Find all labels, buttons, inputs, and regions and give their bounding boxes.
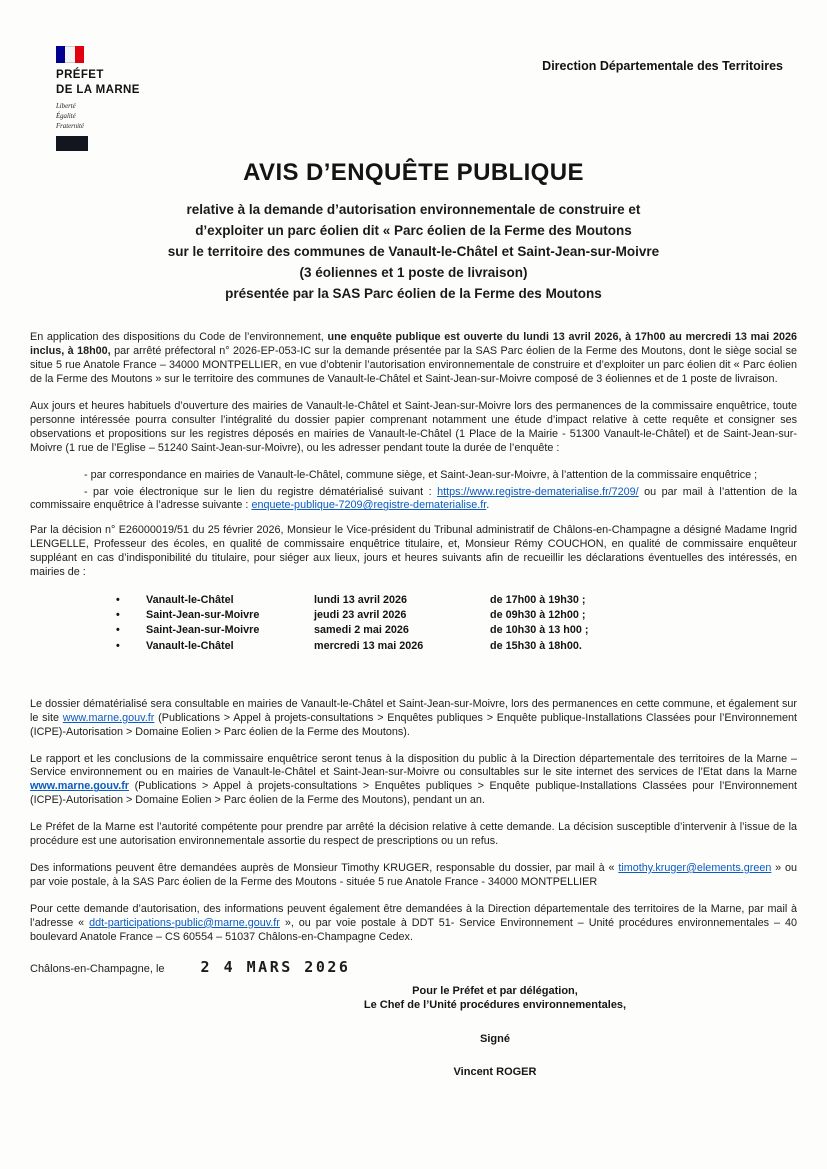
- schedule-hours: de 17h00 à 19h30 ;: [490, 594, 586, 606]
- body-text: Aux jours et heures habituels d’ouverture des mairies de Vanault-le-Châtel et Saint-Jean-sur-Moivre lors des permanences de la commissaire enquêtrice, toute personne intéressée pourra consulter l’intégralité du dossier papier comprenant notamment une étude d’impact relative à cette requête et consigner ses observations et propositions sur les registres déposés en mairies de Vanault-le-Châtel (1 Place de la Mairie - 51300 Vanault-le-Châtel) et de Saint-Jean-sur-Moivre (1 rue de l’Eglise – 51240 Saint-Jean-sur-Moivre), ou les adresser pendant toute la durée de l’enquête :: [30, 400, 797, 454]
- schedule-hours: de 15h30 à 18h00.: [490, 639, 582, 652]
- body-content: [0, 304, 827, 944]
- schedule-commune: Vanault-le-Châtel: [146, 639, 234, 652]
- logo-motto: [56, 102, 186, 132]
- body-text: Pour cette demande d’autorisation, des informations peuvent également être demandées à la Direction départementale des territoires de la Marne, par mail à l’adresse «: [30, 902, 797, 929]
- schedule-date: mercredi 13 mai 2026: [314, 639, 424, 652]
- logo-institution-line1: PRÉFET: [56, 69, 104, 81]
- notice-subtitle-line: (3 éoliennes et 1 poste de livraison): [299, 265, 528, 281]
- notice-title: AVIS D’ENQUÊTE PUBLIQUE: [243, 159, 584, 187]
- signature-signed-label: Signé: [480, 1032, 510, 1045]
- external-link[interactable]: ddt-participations-public@marne.gouv.fr: [89, 916, 280, 929]
- motto-liberte: Liberté: [56, 102, 76, 110]
- signature-block: [345, 984, 645, 1080]
- schedule-row: [116, 623, 797, 638]
- body-text: Le dossier dématérialisé sera consultable en mairies de Vanault-le-Châtel et Saint-Jean-sur-Moivre, lors des permanences en cette commune, et également sur le site: [30, 697, 797, 724]
- paragraph: [30, 903, 797, 945]
- body-text: Par la décision n° E26000019/51 du 25 février 2026, Monsieur le Vice-président du Tribunal administratif de Châlons-en-Champagne a désigné Madame Ingrid LENGELLE, Professeur des écoles, en qualité de commissaire enquêtrice titulaire, et, Monsieur Rémy COUCHON, en qualité de commissaire enquêteur suppléant en cas d’indisponibilité du titulaire, pour siéger aux lieux, jours et heures suivants afin de recueillir les déclarations éventuelles des intéressés, en mairies de :: [30, 524, 797, 579]
- schedule-date: jeudi 23 avril 2026: [314, 609, 407, 622]
- schedule-bullet: •: [116, 639, 120, 652]
- body-text: Des informations peuvent être demandées auprès de Monsieur Timothy KRUGER, responsable du dossier, par mail à «: [30, 861, 619, 874]
- body-text: (Publications > Appel à projets-consultations > Enquêtes publiques > Enquête publique-Installations Classées pour l’Environnement (ICPE)-Autorisation > Domaine Eolien > Parc éolien de la Ferme des Moutons), pendant un an.: [30, 780, 797, 807]
- notice-subtitle-line: d’exploiter un parc éolien dit « Parc éolien de la Ferme des Moutons: [195, 223, 632, 239]
- external-link[interactable]: https://www.registre-dematerialise.fr/7209/: [437, 485, 639, 498]
- body-text: Le Préfet de la Marne est l’autorité compétente pour prendre par arrêté la décision relative à cette demande. La décision susceptible d’intervenir à l’issue de la procédure est une autorisation environnementale assortie du respect de prescriptions ou un refus.: [30, 821, 797, 848]
- motto-egalite: Égalité: [56, 112, 76, 120]
- french-flag-icon: [56, 46, 84, 63]
- signature-delegation-line: Pour le Préfet et par délégation,: [412, 984, 578, 997]
- date-line: [30, 958, 797, 976]
- bullet-item: [30, 469, 797, 483]
- notice-subtitle-line: présentée par la SAS Parc éolien de la Ferme des Moutons: [225, 286, 602, 302]
- signature-role-line: Le Chef de l’Unité procédures environnementales,: [363, 999, 627, 1011]
- schedule-bullet: •: [116, 609, 120, 622]
- body-text: » ou par voie postale, à la SAS Parc éolien de la Ferme des Moutons - située 5 rue Anatole France - 34000 MONTPELLIER: [30, 861, 798, 888]
- notice-subtitle: [60, 199, 767, 304]
- schedule-row: [116, 593, 797, 608]
- external-link[interactable]: www.marne.gouv.fr: [30, 780, 129, 793]
- body-text: Le rapport et les conclusions de la commissaire enquêtrice seront tenus à la disposition du public à la Direction départementale des territoires de la Marne – Service environnement ou en mairies de Vanault-le-Châtel et Saint-Jean-sur-Moivre ou consultables sur le site internet des services de l’Etat dans la Marne: [30, 752, 797, 779]
- body-text: ou par mail à l’attention de la commissaire enquêtrice à l’adresse suivante :: [30, 485, 797, 512]
- schedule-bullet: •: [116, 594, 120, 606]
- notice-subtitle-line: sur le territoire des communes de Vanault-le-Châtel et Saint-Jean-sur-Moivre: [167, 244, 660, 260]
- schedule-commune: Vanault-le-Châtel: [146, 594, 234, 606]
- logo-institution-line2: DE LA MARNE: [56, 83, 140, 96]
- body-text: En application des dispositions du Code de l’environnement,: [30, 331, 328, 344]
- signature-name: Vincent ROGER: [453, 1066, 537, 1078]
- paragraph: [30, 331, 797, 387]
- paragraph: [30, 400, 797, 456]
- bullet-item: [30, 486, 797, 514]
- bold-text: une enquête publique est ouverte du lundi 13 avril 2026, à 17h00 au mercredi 13 mai 2026 inclus, à 18h00,: [30, 331, 797, 358]
- paragraph: [30, 524, 797, 580]
- body-text: par arrêté préfectoral n° 2026-EP-053-IC sur la demande présentée par la SAS Parc éolien de la Ferme des Moutons, dont le siège social se situe 5 rue Anatole France – 34000 MONTPELLIER, en vue d’obtenir l’autorisation environnementale de construire et d’exploiter un parc éolien dit « Parc éolien de la Ferme des Moutons » sur le territoire des communes de Vanault-le-Châtel et Saint-Jean-sur-Moivre composé de 3 éoliennes et de 1 poste de livraison.: [30, 345, 797, 386]
- body-text: (Publications > Appel à projets-consultations > Enquêtes publiques > Enquête publique-Installations Classées pour l’Environnement (ICPE)-Autorisation > Domaine Eolien > Parc éolien de la Ferme des Moutons).: [30, 711, 797, 738]
- body-text: », ou par voie postale à DDT 51- Service Environnement – Unité procédures environnementales – 40 boulevard Anatole France – CS 60554 – 51037 Châlons-en-Champagne Cedex.: [30, 916, 797, 943]
- schedule-hours: de 10h30 à 13 h00 ;: [490, 624, 589, 637]
- body-text: .: [486, 499, 490, 512]
- direction-title: Direction Départementale des Territoires: [542, 59, 783, 73]
- schedule-bullet: •: [116, 624, 120, 637]
- motto-fraternite: Fraternité: [56, 122, 84, 130]
- document-header: [0, 0, 827, 151]
- external-link[interactable]: timothy.kruger@elements.green: [618, 861, 772, 874]
- notice-subtitle-line: relative à la demande d’autorisation environnementale de construire et: [186, 202, 641, 218]
- body-text: - par voie électronique sur le lien du registre dématérialisé suivant :: [84, 485, 438, 498]
- external-link[interactable]: enquete-publique-7209@registre-dematerialise.fr: [251, 499, 487, 512]
- schedule-commune: Saint-Jean-sur-Moivre: [146, 609, 260, 622]
- date-stamp: 2 4 MARS 2026: [200, 957, 351, 976]
- external-link[interactable]: www.marne.gouv.fr: [62, 711, 155, 724]
- title-block: [0, 159, 827, 304]
- paragraph: [30, 698, 797, 740]
- schedule-commune: Saint-Jean-sur-Moivre: [146, 624, 260, 637]
- schedule-hours: de 09h30 à 12h00 ;: [490, 609, 586, 622]
- document-footer: [0, 958, 827, 1080]
- schedule-date: lundi 13 avril 2026: [314, 594, 408, 606]
- prefet-logo: [56, 46, 186, 151]
- logo-seal: [56, 136, 88, 151]
- paragraph: [30, 862, 797, 890]
- paragraph: [30, 821, 797, 849]
- place-date-label: Châlons-en-Champagne, le: [30, 962, 165, 975]
- permanence-schedule: [116, 593, 797, 654]
- schedule-row: [116, 639, 797, 654]
- body-text: - par correspondance en mairies de Vanault-le-Châtel, commune siège, et Saint-Jean-sur-Moivre, à l’attention de la commissaire enquêtrice ;: [84, 468, 758, 481]
- paragraph: [30, 753, 797, 809]
- schedule-date: samedi 2 mai 2026: [314, 624, 409, 637]
- schedule-row: [116, 608, 797, 623]
